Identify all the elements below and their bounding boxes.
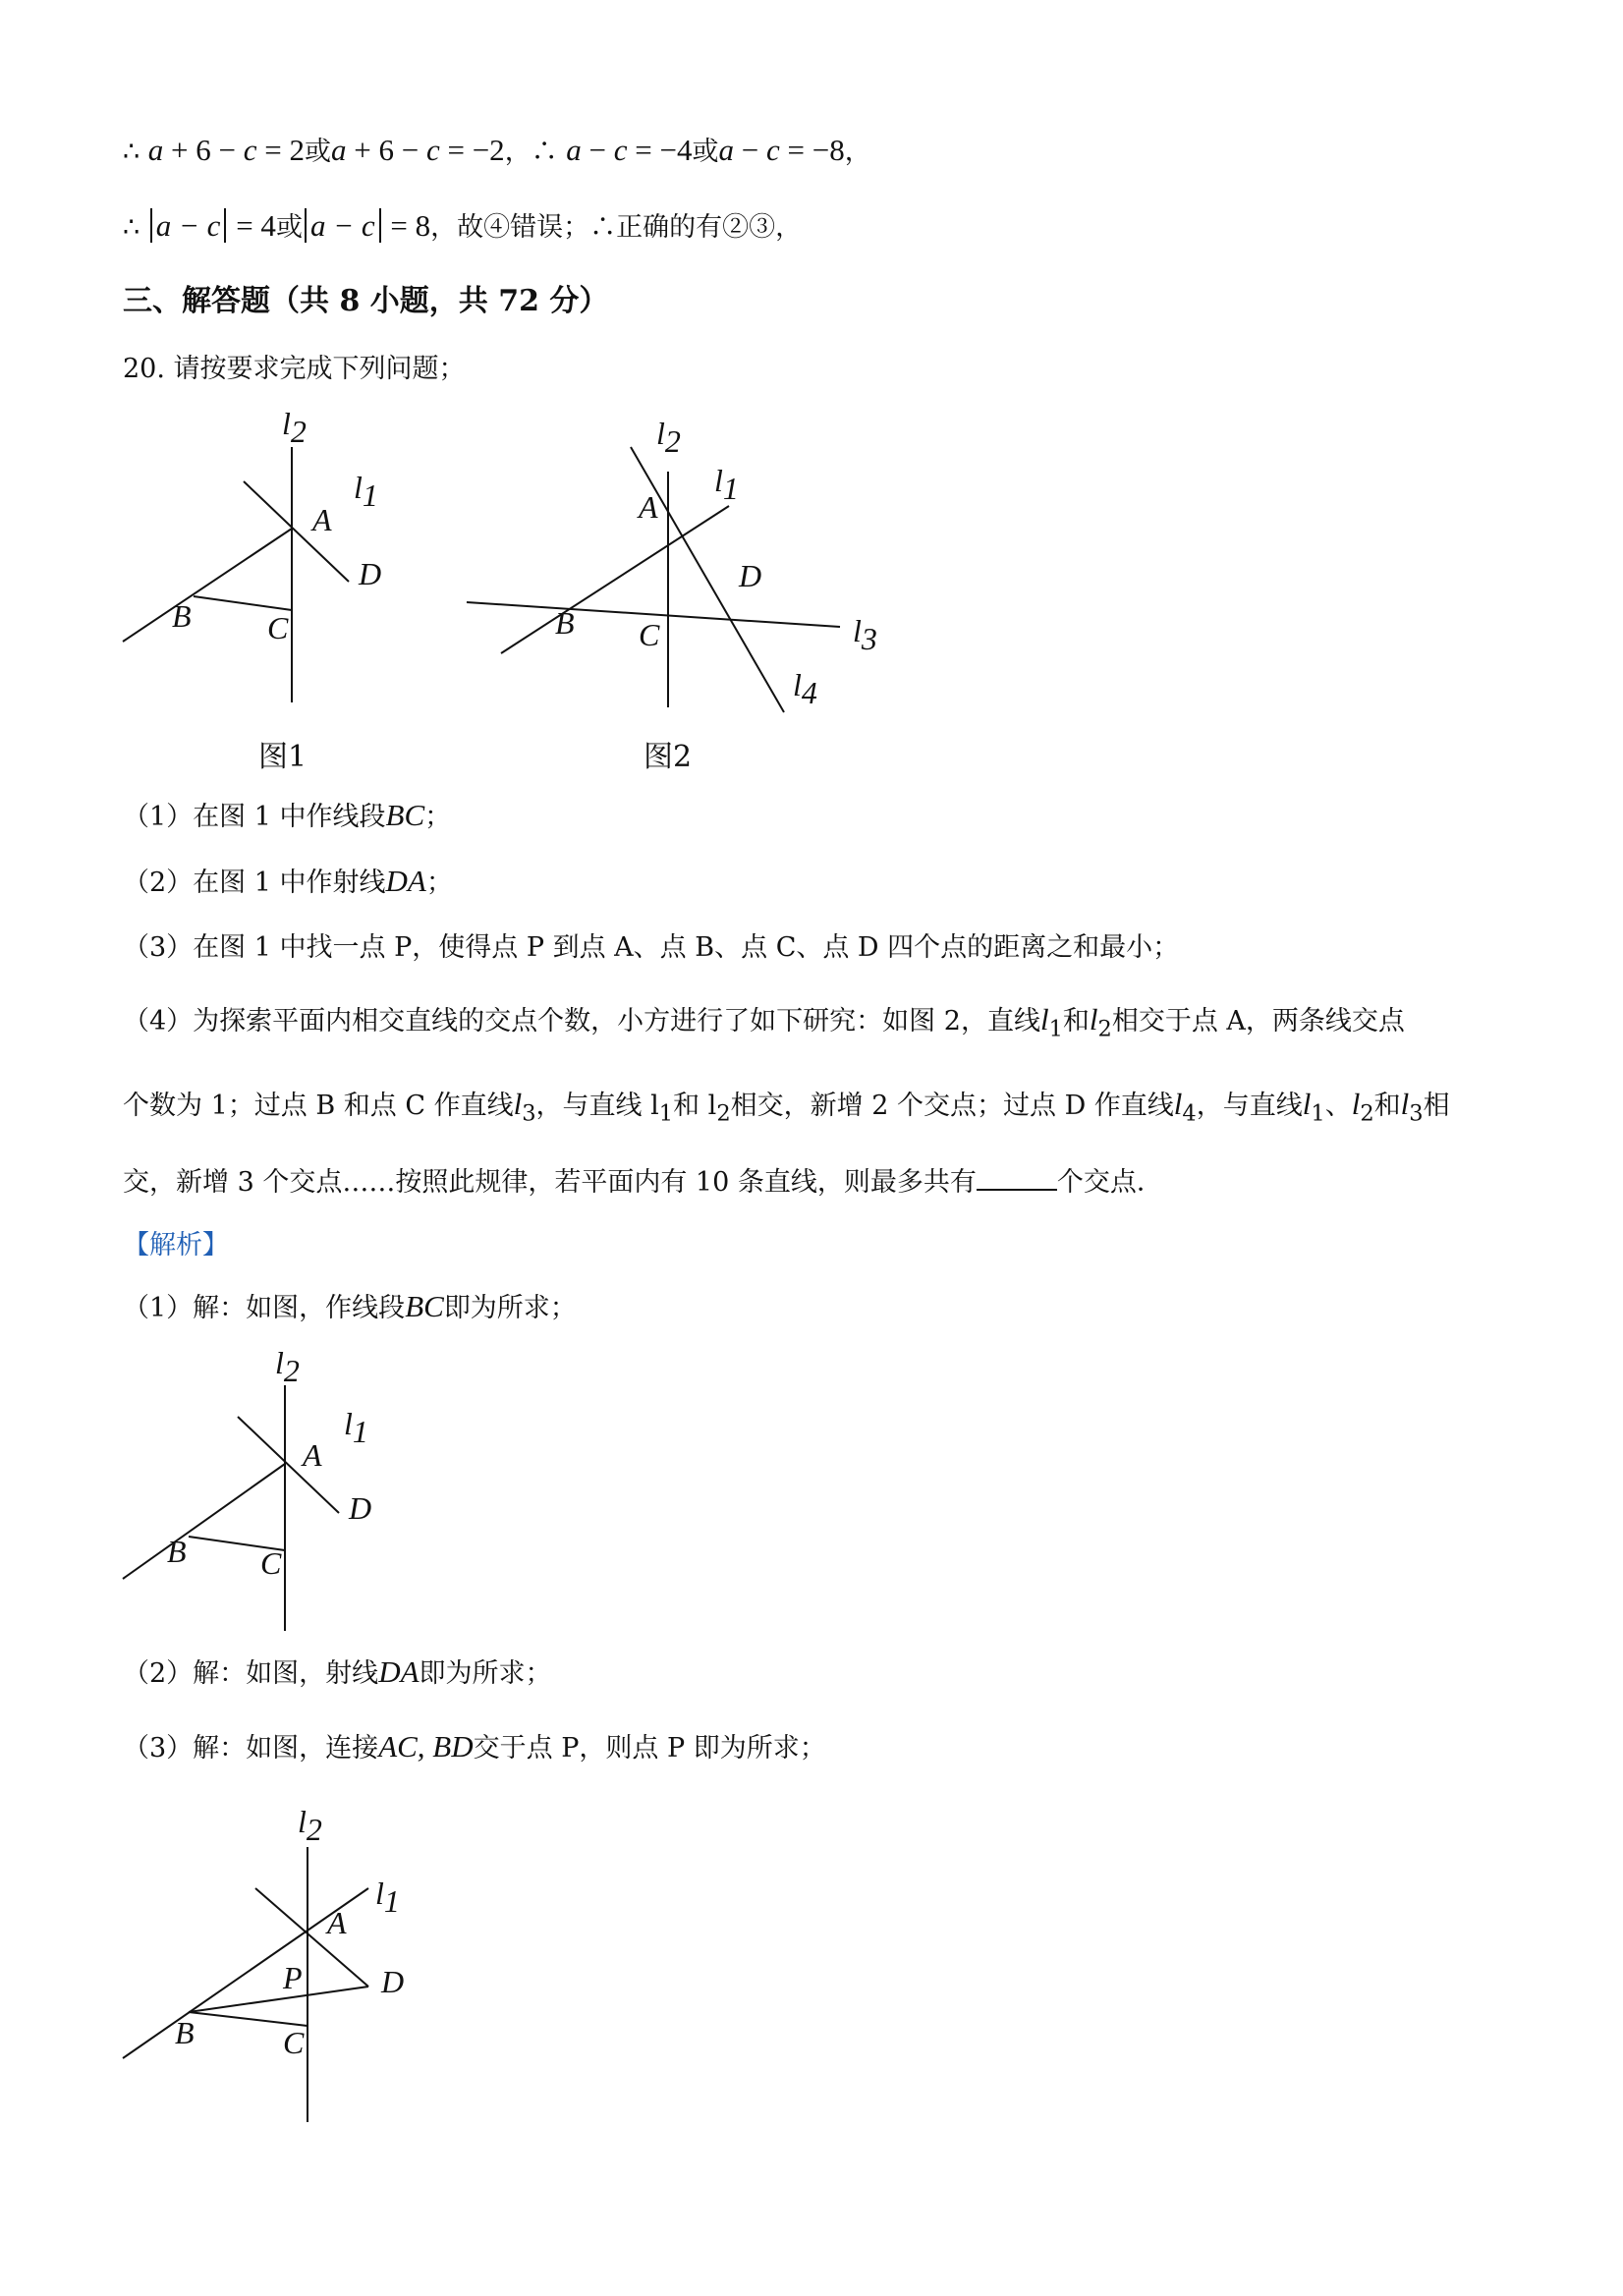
question-4-line-1 bbox=[123, 1000, 1405, 1048]
q4-text: ，与直线 bbox=[1196, 1091, 1303, 1121]
subscript: 1 bbox=[1311, 1100, 1325, 1127]
subscript: 1 bbox=[1048, 1016, 1063, 1042]
q4-text: （4）为探索平面内相交直线的交点个数，小方进行了如下研究：如图 2，直线 bbox=[123, 1006, 1040, 1036]
symbol-l: l bbox=[1400, 1087, 1410, 1121]
q4-text: 和 bbox=[1062, 1006, 1090, 1036]
label-l2: l2 bbox=[282, 406, 307, 449]
symbol-l: l bbox=[1173, 1087, 1183, 1121]
question-4-line-2 bbox=[123, 1085, 1450, 1133]
q4-text: 和 bbox=[1373, 1091, 1401, 1121]
derivation-line-2 bbox=[123, 206, 802, 248]
comma: ， bbox=[844, 137, 871, 167]
q2-end: ； bbox=[425, 868, 453, 898]
segment-BC-label: BC bbox=[385, 798, 425, 832]
label-l1: l1 bbox=[354, 470, 378, 513]
q4-text: 相交于点 A，两条线交点 bbox=[1111, 1006, 1405, 1036]
q4-text: 相交，新增 2 个交点；过点 D 作直线 bbox=[730, 1091, 1174, 1121]
symbol-l: l bbox=[513, 1087, 523, 1121]
figure-2-caption: 图2 bbox=[644, 740, 693, 774]
label-C: C bbox=[260, 1545, 282, 1581]
a1-text: （1）解：如图，作线段 bbox=[123, 1293, 406, 1323]
q4-text: 个数为 1；过点 B 和点 C 作直线 bbox=[123, 1091, 514, 1121]
label-C: C bbox=[639, 617, 660, 652]
label-D: D bbox=[349, 1490, 372, 1526]
or-word: 或 bbox=[692, 137, 719, 167]
answer-1 bbox=[123, 1287, 577, 1328]
label-B: B bbox=[555, 605, 575, 641]
line-l1 bbox=[501, 506, 729, 653]
question-1 bbox=[123, 796, 451, 837]
figure-1 bbox=[118, 403, 432, 717]
line-l1 bbox=[244, 481, 349, 582]
figure-1-caption: 图1 bbox=[258, 740, 308, 774]
label-P: P bbox=[283, 1960, 303, 1995]
label-A: A bbox=[312, 502, 332, 537]
expr-part: = 4 bbox=[228, 208, 276, 243]
a1-text: 即为所求； bbox=[443, 1293, 577, 1323]
var-a: a bbox=[330, 133, 347, 167]
a3-text: 交于点 P，则点 P 即为所求； bbox=[473, 1733, 826, 1764]
var-c: c bbox=[765, 133, 780, 167]
symbol-l: l bbox=[1351, 1087, 1361, 1121]
var-a: a bbox=[718, 133, 734, 167]
label-D: D bbox=[381, 1964, 405, 1999]
q4-text: 相 bbox=[1423, 1091, 1450, 1121]
ray-DA-label: DA bbox=[385, 864, 426, 898]
label-D: D bbox=[359, 556, 382, 591]
therefore-symbol: ∴ bbox=[123, 212, 148, 243]
label-A: A bbox=[327, 1905, 347, 1940]
or-word: 或 bbox=[275, 212, 303, 243]
expr-part: = −2 bbox=[439, 133, 505, 167]
a2-text: （2）解：如图，射线 bbox=[123, 1658, 379, 1689]
q4-text: 交，新增 3 个交点……按照此规律，若平面内有 10 条直线，则最多共有 bbox=[123, 1167, 977, 1198]
segment-BC bbox=[194, 596, 292, 610]
q4-text: ，与直线 l bbox=[535, 1091, 659, 1121]
expr-part: = −4 bbox=[627, 133, 693, 167]
label-l3: l3 bbox=[853, 613, 877, 656]
symbol-l: l bbox=[1089, 1002, 1098, 1036]
answer-3-figure bbox=[118, 1798, 452, 2132]
answer-2 bbox=[123, 1652, 552, 1694]
q4-text: 和 l bbox=[673, 1091, 717, 1121]
var-a: a bbox=[566, 133, 582, 167]
subscript: 4 bbox=[1182, 1100, 1197, 1127]
symbol-l: l bbox=[1039, 1002, 1049, 1036]
label-C: C bbox=[283, 2025, 305, 2060]
segment-BC-label: BC bbox=[405, 1289, 444, 1323]
figure-2 bbox=[462, 413, 894, 727]
expr-part: − bbox=[581, 133, 614, 167]
label-l2: l2 bbox=[275, 1345, 300, 1388]
a2-text: 即为所求； bbox=[419, 1658, 552, 1689]
ray-DA-label: DA bbox=[378, 1654, 420, 1689]
var-c: c bbox=[243, 133, 257, 167]
subscript: 2 bbox=[716, 1100, 731, 1127]
expr-part: + 6 − bbox=[346, 133, 426, 167]
conclusion-text: ，故④错误；∴正确的有②③， bbox=[430, 212, 803, 243]
q4-text: 、 bbox=[1324, 1091, 1352, 1121]
symbol-l: l bbox=[1302, 1087, 1312, 1121]
segment-BD bbox=[189, 1987, 368, 2012]
therefore-symbol: ∴ bbox=[123, 137, 148, 167]
label-l2: l2 bbox=[298, 1804, 322, 1847]
q1-text: （1）在图 1 中作线段 bbox=[123, 802, 386, 832]
label-C: C bbox=[267, 610, 289, 645]
analysis-tag: 【解析】 bbox=[123, 1230, 229, 1260]
abs-a-minus-c: a − c bbox=[305, 208, 381, 243]
answer-1-figure bbox=[118, 1346, 432, 1641]
subscript: 2 bbox=[1360, 1100, 1374, 1127]
abs-a-minus-c: a − c bbox=[150, 208, 227, 243]
a3-text: （3）解：如图，连接 bbox=[123, 1733, 379, 1764]
derivation-line-1 bbox=[123, 131, 871, 172]
subscript: 2 bbox=[1097, 1016, 1112, 1042]
var-c: c bbox=[425, 133, 440, 167]
label-l1: l1 bbox=[344, 1406, 368, 1449]
segment-BC bbox=[189, 2012, 308, 2026]
subscript: 1 bbox=[658, 1100, 674, 1127]
label-D: D bbox=[739, 558, 762, 593]
section-title: 三、解答题（共 8 小题，共 72 分） bbox=[123, 284, 609, 318]
label-B: B bbox=[172, 598, 192, 634]
expr-part: = −8 bbox=[779, 133, 845, 167]
label-l2: l2 bbox=[656, 416, 681, 459]
therefore-symbol: ，∴ bbox=[504, 137, 567, 167]
label-B: B bbox=[167, 1534, 187, 1569]
q4-text: 个交点． bbox=[1056, 1167, 1163, 1198]
subscript: 3 bbox=[522, 1100, 536, 1127]
label-B: B bbox=[175, 2015, 195, 2050]
label-l1: l1 bbox=[714, 463, 739, 506]
question-4-line-3 bbox=[123, 1161, 1163, 1203]
label-A: A bbox=[639, 489, 658, 525]
q2-text: （2）在图 1 中作射线 bbox=[123, 868, 386, 898]
question-2 bbox=[123, 862, 453, 903]
label-A: A bbox=[303, 1437, 322, 1473]
line-l1 bbox=[238, 1417, 339, 1513]
expr-part: = 2 bbox=[256, 133, 305, 167]
question-intro: 20. 请按要求完成下列问题； bbox=[123, 354, 466, 384]
label-l1: l1 bbox=[375, 1876, 400, 1919]
question-3: （3）在图 1 中找一点 P，使得点 P 到点 A、点 B、点 C、点 D 四个点的距离之和最小； bbox=[123, 932, 1180, 963]
expr-part: = 8 bbox=[382, 208, 431, 243]
expr-part: + 6 − bbox=[163, 133, 244, 167]
or-word: 或 bbox=[304, 137, 331, 167]
var-a: a bbox=[147, 133, 164, 167]
q1-end: ； bbox=[424, 802, 452, 832]
subscript: 3 bbox=[1409, 1100, 1424, 1127]
answer-3 bbox=[123, 1727, 826, 1768]
label-l4: l4 bbox=[793, 667, 817, 710]
answer-blank[interactable] bbox=[977, 1161, 1057, 1191]
segments-AC-BD-label: AC, BD bbox=[378, 1729, 474, 1764]
var-c: c bbox=[613, 133, 628, 167]
expr-part: − bbox=[734, 133, 766, 167]
line-l1 bbox=[255, 1888, 368, 1987]
